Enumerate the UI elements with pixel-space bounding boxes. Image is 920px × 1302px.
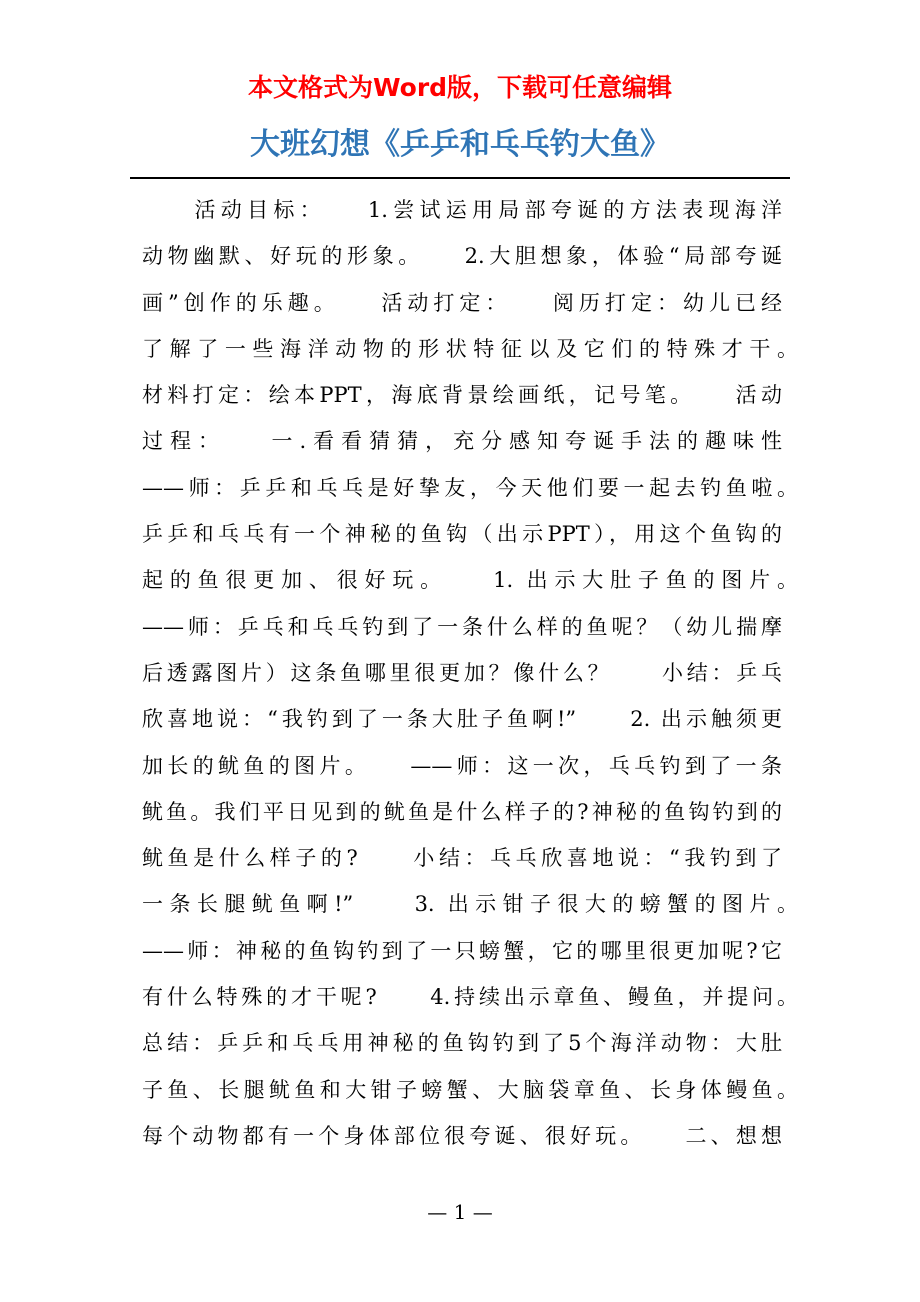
body-line: ——师：乒乓和乓乓钓到了一条什么样的鱼呢？（幼儿揣摩	[142, 614, 782, 639]
body-line: 子鱼、长腿鱿鱼和大钳子螃蟹、大脑袋章鱼、长身体鳗鱼。	[142, 1077, 798, 1102]
body-line: 了解了一些海洋动物的形状特征以及它们的特殊才干。	[142, 336, 798, 361]
document-title: 大班幻想《乒乒和乓乓钓大鱼》	[250, 127, 670, 162]
body-line: 欣喜地说：“我钓到了一条大肚子鱼啊!” 2. 出示触须更	[142, 707, 782, 732]
document-body	[142, 187, 798, 1159]
body-line: 加长的鱿鱼的图片。 ——师：这一次，乓乓钓到了一条	[142, 753, 782, 778]
body-line: 鱿鱼是什么样子的? 小结：乓乓欣喜地说：“我钓到了	[142, 846, 782, 871]
body-line: 一条长腿鱿鱼啊!” 3. 出示钳子很大的螃蟹的图片。	[142, 892, 798, 917]
body-line: 总结：乒乒和乓乓用神秘的鱼钩钓到了5个海洋动物：大肚	[142, 1031, 782, 1056]
body-line: 后透露图片）这条鱼哪里很更加？像什么？ 小结：乒乓	[142, 660, 782, 685]
body-line: 活动目标： 1.尝试运用局部夸诞的方法表现海洋	[142, 198, 782, 222]
format-notice-banner: 本文格式为Word版，下载可任意编辑	[247, 73, 673, 102]
body-line: 有什么特殊的才干呢? 4.持续出示章鱼、鳗鱼，并提问。	[142, 985, 798, 1010]
body-line: 材料打定：绘本PPT，海底背景绘画纸，记号笔。 活动	[142, 383, 782, 408]
page-number: — 1 —	[427, 1200, 493, 1224]
body-line: 过程： 一.看看猜猜，充分感知夸诞手法的趣味性	[142, 429, 782, 454]
body-line: ——师：神秘的鱼钩钓到了一只螃蟹，它的哪里很更加呢?它	[142, 938, 782, 963]
body-line: 起的鱼很更加、很好玩。 1. 出示大肚子鱼的图片。	[142, 568, 798, 593]
body-line: 画”创作的乐趣。 活动打定： 阅历打定：幼儿已经	[142, 290, 782, 315]
body-line: 乒乒和乓乓有一个神秘的鱼钩（出示PPT），用这个鱼钩的	[142, 522, 782, 547]
body-line: 每个动物都有一个身体部位很夸诞、很好玩。 二、想想	[142, 1123, 782, 1148]
title-divider	[130, 177, 790, 179]
body-line: ——师：乒乒和乓乓是好挚友，今天他们要一起去钓鱼啦。	[142, 475, 798, 500]
body-line: 鱿鱼。我们平日见到的鱿鱼是什么样子的?神秘的鱼钩钓到的	[142, 799, 782, 824]
body-line: 动物幽默、好玩的形象。 2.大胆想象，体验“局部夸诞	[142, 244, 782, 269]
